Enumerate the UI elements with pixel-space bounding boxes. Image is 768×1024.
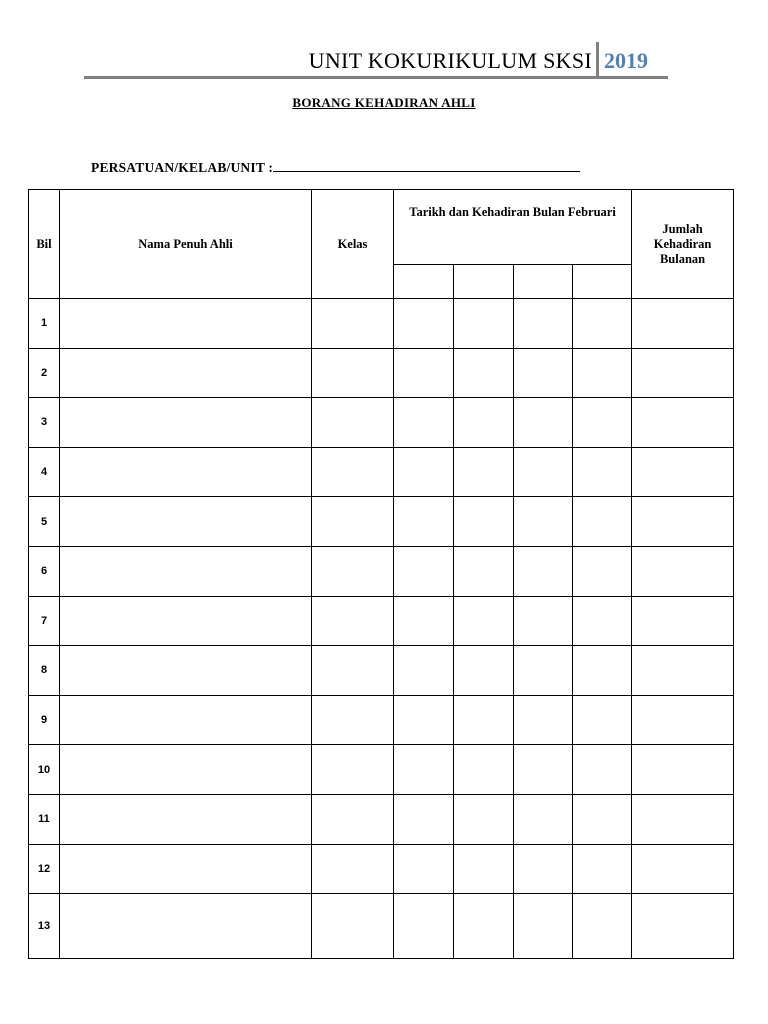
class-cell[interactable] [312,348,394,398]
class-cell[interactable] [312,646,394,696]
date-cell-1[interactable] [394,646,454,696]
date-cell-1[interactable] [394,745,454,795]
date-cell-4[interactable] [573,546,632,596]
bil-cell: 11 [29,794,60,844]
date-cell-3[interactable] [514,546,573,596]
attendance-table [28,189,734,959]
total-cell[interactable] [632,348,734,398]
class-cell[interactable] [312,844,394,894]
bil-cell: 6 [29,546,60,596]
header-class: Kelas [312,190,394,299]
table-row [29,794,734,844]
class-cell[interactable] [312,546,394,596]
class-cell[interactable] [312,596,394,646]
name-cell[interactable] [60,844,312,894]
name-cell[interactable] [60,299,312,349]
date-cell-4[interactable] [573,348,632,398]
date-cell-2[interactable] [454,894,514,959]
table-row [29,447,734,497]
total-cell[interactable] [632,398,734,448]
bil-cell: 13 [29,894,60,959]
class-cell[interactable] [312,794,394,844]
date-cell-1[interactable] [394,299,454,349]
header-total-line2: Kehadiran [653,236,712,251]
header-divider [596,42,599,78]
date-cell-2[interactable] [454,844,514,894]
date-cell-2[interactable] [454,398,514,448]
name-cell[interactable] [60,447,312,497]
name-cell[interactable] [60,894,312,959]
name-cell[interactable] [60,794,312,844]
date-cell-3[interactable] [514,447,573,497]
total-cell[interactable] [632,844,734,894]
date-cell-1[interactable] [394,447,454,497]
date-cell-1[interactable] [394,844,454,894]
total-cell[interactable] [632,695,734,745]
date-cell-3[interactable] [514,695,573,745]
bil-cell: 2 [29,348,60,398]
date-cell-3[interactable] [514,348,573,398]
date-col-3[interactable] [514,265,573,299]
org-field-label: PERSATUAN/KELAB/UNIT : [91,160,274,175]
year-label: 2019 [604,48,648,73]
name-cell[interactable] [60,646,312,696]
date-cell-3[interactable] [514,745,573,795]
date-cell-1[interactable] [394,348,454,398]
date-cell-4[interactable] [573,398,632,448]
date-cell-1[interactable] [394,398,454,448]
name-cell[interactable] [60,497,312,547]
date-cell-1[interactable] [394,794,454,844]
date-cell-3[interactable] [514,794,573,844]
bil-cell: 5 [29,497,60,547]
header-rule [84,76,668,79]
table-row [29,745,734,795]
date-cell-2[interactable] [454,546,514,596]
bil-cell: 12 [29,844,60,894]
table-row [29,497,734,547]
date-cell-4[interactable] [573,497,632,547]
total-cell[interactable] [632,299,734,349]
date-col-4[interactable] [573,265,632,299]
class-cell[interactable] [312,299,394,349]
date-cell-3[interactable] [514,299,573,349]
date-cell-1[interactable] [394,497,454,547]
org-field [91,158,580,176]
table-row [29,398,734,448]
class-cell[interactable] [312,497,394,547]
date-cell-2[interactable] [454,299,514,349]
name-cell[interactable] [60,398,312,448]
attendance-rows [29,299,734,959]
table-row [29,596,734,646]
total-cell[interactable] [632,794,734,844]
bil-cell: 8 [29,646,60,696]
date-cell-4[interactable] [573,299,632,349]
total-cell[interactable] [632,596,734,646]
header-attendance: Tarikh dan Kehadiran Bulan Februari [394,190,632,265]
header-total [632,190,734,299]
table-row [29,299,734,349]
class-cell[interactable] [312,745,394,795]
date-cell-3[interactable] [514,844,573,894]
date-cell-2[interactable] [454,745,514,795]
name-cell[interactable] [60,546,312,596]
table-row [29,348,734,398]
name-cell[interactable] [60,745,312,795]
name-cell[interactable] [60,348,312,398]
date-cell-1[interactable] [394,894,454,959]
bil-cell: 7 [29,596,60,646]
total-cell[interactable] [632,646,734,696]
date-cell-4[interactable] [573,745,632,795]
date-cell-2[interactable] [454,794,514,844]
date-cell-4[interactable] [573,894,632,959]
header-bil: Bil [29,190,60,299]
bil-cell: 9 [29,695,60,745]
total-cell[interactable] [632,745,734,795]
class-cell[interactable] [312,695,394,745]
page-header [84,40,668,80]
date-col-1[interactable] [394,265,454,299]
date-cell-2[interactable] [454,348,514,398]
date-cell-4[interactable] [573,844,632,894]
form-title: BORANG KEHADIRAN AHLI [292,95,476,110]
date-cell-3[interactable] [514,497,573,547]
date-cell-3[interactable] [514,596,573,646]
class-cell[interactable] [312,894,394,959]
date-cell-3[interactable] [514,398,573,448]
date-cell-4[interactable] [573,695,632,745]
bil-cell: 3 [29,398,60,448]
date-cell-4[interactable] [573,646,632,696]
date-cell-2[interactable] [454,497,514,547]
name-cell[interactable] [60,695,312,745]
total-cell[interactable] [632,497,734,547]
total-cell[interactable] [632,546,734,596]
date-cell-2[interactable] [454,596,514,646]
org-field-blank[interactable] [273,158,580,172]
date-cell-3[interactable] [514,646,573,696]
date-cell-4[interactable] [573,447,632,497]
name-cell[interactable] [60,596,312,646]
date-cell-4[interactable] [573,794,632,844]
table-row [29,844,734,894]
bil-cell: 1 [29,299,60,349]
date-cell-4[interactable] [573,596,632,646]
class-cell[interactable] [312,398,394,448]
date-cell-2[interactable] [454,695,514,745]
class-cell[interactable] [312,447,394,497]
date-cell-1[interactable] [394,546,454,596]
total-cell[interactable] [632,894,734,959]
date-cell-2[interactable] [454,646,514,696]
date-cell-2[interactable] [454,447,514,497]
header-total-line3: Bulanan [659,251,706,266]
bil-cell: 4 [29,447,60,497]
date-cell-1[interactable] [394,695,454,745]
date-cell-1[interactable] [394,596,454,646]
unit-title: UNIT KOKURIKULUM SKSI [308,48,592,73]
total-cell[interactable] [632,447,734,497]
bil-cell: 10 [29,745,60,795]
date-cell-3[interactable] [514,894,573,959]
table-row [29,646,734,696]
date-col-2[interactable] [454,265,514,299]
header-name: Nama Penuh Ahli [60,190,312,299]
header-total-line1: Jumlah [662,221,703,236]
table-row [29,546,734,596]
table-row [29,695,734,745]
table-row [29,894,734,959]
